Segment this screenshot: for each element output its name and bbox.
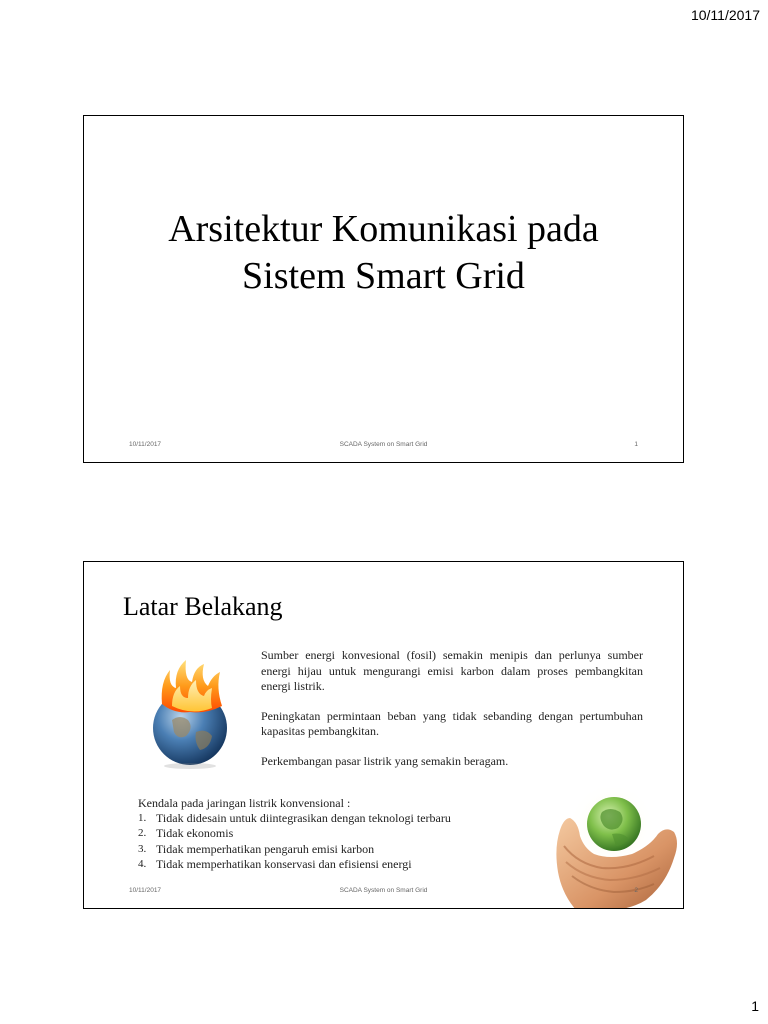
list-item-text: Tidak memperhatikan pengaruh emisi karbon (156, 841, 375, 856)
slide-title-line-2: Sistem Smart Grid (242, 255, 525, 297)
slide-footer-number: 1 (634, 441, 638, 448)
list-item-number: 2. (138, 827, 147, 840)
list-item (138, 857, 518, 872)
slide-footer-number: 2 (634, 887, 638, 894)
constraints-title: Kendala pada jaringan listrik konvensional : (138, 796, 351, 810)
slide-footer (129, 441, 638, 451)
slide-footer-date: 10/11/2017 (129, 887, 162, 894)
slide-footer-title: SCADA System on Smart Grid (339, 887, 428, 894)
page-number: 1 (751, 998, 759, 1014)
list-item-text: Tidak memperhatikan konservasi dan efisiensi energi (156, 856, 412, 871)
background-paragraphs (261, 648, 643, 783)
slide-1 (83, 115, 684, 463)
burning-earth-globe-image (150, 658, 230, 770)
list-item (138, 811, 518, 826)
page-date: 10/11/2017 (690, 7, 760, 23)
slide-footer (129, 887, 638, 897)
list-item-number: 4. (138, 857, 147, 870)
list-item-number: 1. (138, 812, 147, 825)
list-item-text: Tidak didesain untuk diintegrasikan dengan teknologi terbaru (156, 811, 451, 826)
list-item-text: Tidak ekonomis (156, 826, 234, 841)
list-item (138, 826, 518, 841)
slide-title-line-1: Arsitektur Komunikasi pada (168, 208, 599, 250)
list-item (138, 842, 518, 857)
slide-footer-date: 10/11/2017 (129, 441, 162, 448)
slide-title (84, 206, 683, 300)
paragraph-1: Sumber energi konvesional (fosil) semakin menipis dan perlunya sumber energi hijau untuk mengurangi emisi karbon dalam proses pembangkitan energi listrik. (261, 648, 643, 693)
slide-footer-title: SCADA System on Smart Grid (339, 441, 428, 448)
constraints-list (138, 796, 518, 872)
paragraph-3: Perkembangan pasar listrik yang semakin beragam. (261, 753, 509, 768)
slide-heading: Latar Belakang (123, 592, 283, 621)
list-item-number: 3. (138, 842, 147, 855)
paragraph-2: Peningkatan permintaan beban yang tidak sebanding dengan pertumbuhan kapasitas pembangkitan. (261, 708, 643, 738)
slide-2 (83, 561, 684, 909)
